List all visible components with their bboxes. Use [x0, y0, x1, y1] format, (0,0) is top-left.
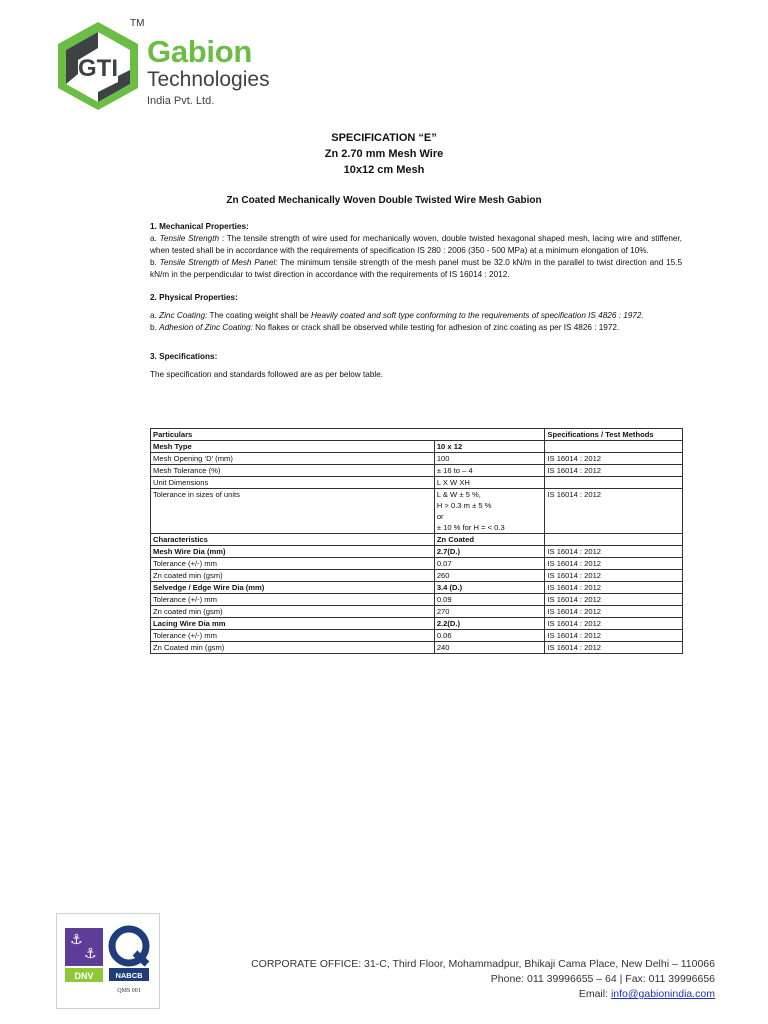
table-cell-value — [434, 489, 545, 534]
table-cell-method: IS 16014 : 2012 — [545, 606, 683, 618]
table-cell-value-line: L & W ± 5 %, — [436, 490, 481, 499]
table-cell-particular: Mesh Wire Dia (mm) — [151, 546, 435, 558]
table-cell-value: 0.07 — [434, 558, 545, 570]
qms-label: QMS 001 — [117, 988, 141, 994]
table-cell-value: 2.7(D.) — [434, 546, 545, 558]
footer-email-line: Email: info@gabionindia.com — [578, 988, 715, 1000]
table-cell-method: IS 16014 : 2012 — [545, 630, 683, 642]
title-line-2: Zn 2.70 mm Mesh Wire — [324, 148, 444, 160]
physical-heading: 2. Physical Properties: — [150, 293, 238, 302]
table-row — [151, 534, 683, 546]
table-cell-value: 270 — [434, 606, 545, 618]
table-cell-method: IS 16014 : 2012 — [545, 489, 683, 534]
table-row — [151, 630, 683, 642]
table-cell-method: IS 16014 : 2012 — [545, 582, 683, 594]
table-cell-value: 240 — [434, 642, 545, 654]
nabcb-label: NABCB — [115, 971, 143, 980]
table-row — [151, 582, 683, 594]
brand-line-1: Gabion — [147, 34, 252, 69]
footer-contact — [251, 957, 715, 1002]
table-cell-particular: Tolerance (+/-) mm — [151, 630, 435, 642]
table-cell-particular: Lacing Wire Dia mm — [151, 618, 435, 630]
table-header-specifications: Specifications / Test Methods — [545, 429, 683, 441]
table-cell-method — [545, 534, 683, 546]
table-cell-particular: Selvedge / Edge Wire Dia (mm) — [151, 582, 435, 594]
specification-table — [150, 428, 683, 654]
document-title — [0, 130, 768, 178]
table-row — [151, 642, 683, 654]
title-line-1: SPECIFICATION “E” — [331, 132, 437, 144]
table-cell-particular: Mesh Type — [151, 441, 435, 453]
table-cell-method: IS 16014 : 2012 — [545, 558, 683, 570]
table-cell-value-line: ± 10 % for H = < 0.3 — [436, 523, 505, 532]
table-cell-value: 0.06 — [434, 630, 545, 642]
mechanical-heading: 1. Mechanical Properties: — [150, 222, 249, 231]
table-row — [151, 441, 683, 453]
table-cell-particular: Unit Dimensions — [151, 477, 435, 489]
table-row — [151, 546, 683, 558]
table-header-row — [151, 429, 683, 441]
table-header-particulars: Particulars — [151, 429, 545, 441]
table-cell-particular: Mesh Tolerance (%) — [151, 465, 435, 477]
mechanical-item-b: b. Tensile Strength of Mesh Panel: The minimum tensile strength of the mesh panel must be 32.0 kN/m in the parallel to twist direction and 15.5 kN/m in the perpendicular to twist direction in accordance with the requirements of IS 16014 : 2012. — [150, 258, 682, 279]
table-cell-value: 2.2(D.) — [434, 618, 545, 630]
physical-item-a: a. Zinc Coating: The coating weight shall be Heavily coated and soft type conforming to the requirements of specification IS 4826 : 1972. — [150, 311, 644, 320]
document-subtitle: Zn Coated Mechanically Woven Double Twisted Wire Mesh Gabion — [226, 195, 542, 206]
specifications-heading: 3. Specifications: — [150, 352, 218, 361]
dnv-label: DNV — [74, 971, 94, 981]
table-cell-value: L X W XH — [434, 477, 545, 489]
table-cell-particular: Tolerance (+/-) mm — [151, 558, 435, 570]
table-row — [151, 453, 683, 465]
certification-logos — [56, 913, 160, 1009]
table-row — [151, 489, 683, 534]
table-row — [151, 477, 683, 489]
table-cell-particular: Tolerance in sizes of units — [151, 489, 435, 534]
table-cell-method — [545, 441, 683, 453]
dnv-nabcb-certification-icon — [57, 914, 159, 1008]
specifications-intro: The specification and standards followed are as per below table. — [150, 370, 384, 379]
table-row — [151, 618, 683, 630]
brand-line-3: India Pvt. Ltd. — [147, 95, 215, 107]
svg-text:⚓: ⚓ — [84, 946, 97, 962]
table-row — [151, 558, 683, 570]
table-cell-method: IS 16014 : 2012 — [545, 570, 683, 582]
company-logo — [52, 18, 282, 118]
table-cell-value: 10 x 12 — [434, 441, 545, 453]
brand-name — [147, 36, 270, 108]
table-cell-method: IS 16014 : 2012 — [545, 465, 683, 477]
table-row — [151, 606, 683, 618]
table-cell-method — [545, 477, 683, 489]
gti-hexagon-logo-icon — [52, 18, 144, 114]
mechanical-item-a: a. Tensile Strength : The tensile strength of wire used for mechanically woven, double twisted hexagonal shaped mesh, lacing wire and stiffener, when tested shall be in accordance with the requirements of specification IS 280 : 2006 (350 - 500 MPa) at a minimum elongation of 10%. — [150, 234, 683, 255]
table-cell-method: IS 16014 : 2012 — [545, 546, 683, 558]
document-body — [150, 221, 682, 381]
table-cell-particular: Characteristics — [151, 534, 435, 546]
table-row — [151, 594, 683, 606]
table-cell-method: IS 16014 : 2012 — [545, 618, 683, 630]
table-cell-particular: Zn coated min (gsm) — [151, 606, 435, 618]
table-cell-value-line: or — [436, 512, 444, 521]
footer-address: CORPORATE OFFICE: 31-C, Third Floor, Mohammadpur, Bhikaji Cama Place, New Delhi – 110066 — [251, 958, 715, 970]
logo-mark-text: GTI — [78, 55, 118, 82]
table-cell-method: IS 16014 : 2012 — [545, 594, 683, 606]
table-cell-particular: Tolerance (+/-) mm — [151, 594, 435, 606]
trademark-symbol: TM — [130, 18, 145, 29]
table-cell-method: IS 16014 : 2012 — [545, 453, 683, 465]
table-cell-value: 100 — [434, 453, 545, 465]
footer-phone: Phone: 011 39996655 – 64 | Fax: 011 39996656 — [490, 973, 715, 985]
physical-item-b: b. Adhesion of Zinc Coating: No flakes or crack shall be observed while testing for adhesion of zinc coating as per IS 4826 : 1972. — [150, 323, 620, 332]
table-cell-method: IS 16014 : 2012 — [545, 642, 683, 654]
brand-line-2: Technologies — [147, 68, 270, 91]
table-row — [151, 465, 683, 477]
table-cell-value: 3.4 (D.) — [434, 582, 545, 594]
table-cell-particular: Zn coated min (gsm) — [151, 570, 435, 582]
table-cell-value: Zn Coated — [434, 534, 545, 546]
title-line-3: 10x12 cm Mesh — [343, 164, 425, 176]
table-cell-particular: Zn Coated min (gsm) — [151, 642, 435, 654]
svg-text:⚓: ⚓ — [70, 932, 83, 948]
table-cell-value-line: H > 0.3 m ± 5 % — [436, 501, 492, 510]
table-cell-particular: Mesh Opening ‘D’ (mm) — [151, 453, 435, 465]
email-link[interactable]: info@gabionindia.com — [610, 988, 715, 1000]
table-cell-value: 260 — [434, 570, 545, 582]
table-row — [151, 570, 683, 582]
table-cell-value: ± 16 to – 4 — [434, 465, 545, 477]
table-cell-value: 0.09 — [434, 594, 545, 606]
